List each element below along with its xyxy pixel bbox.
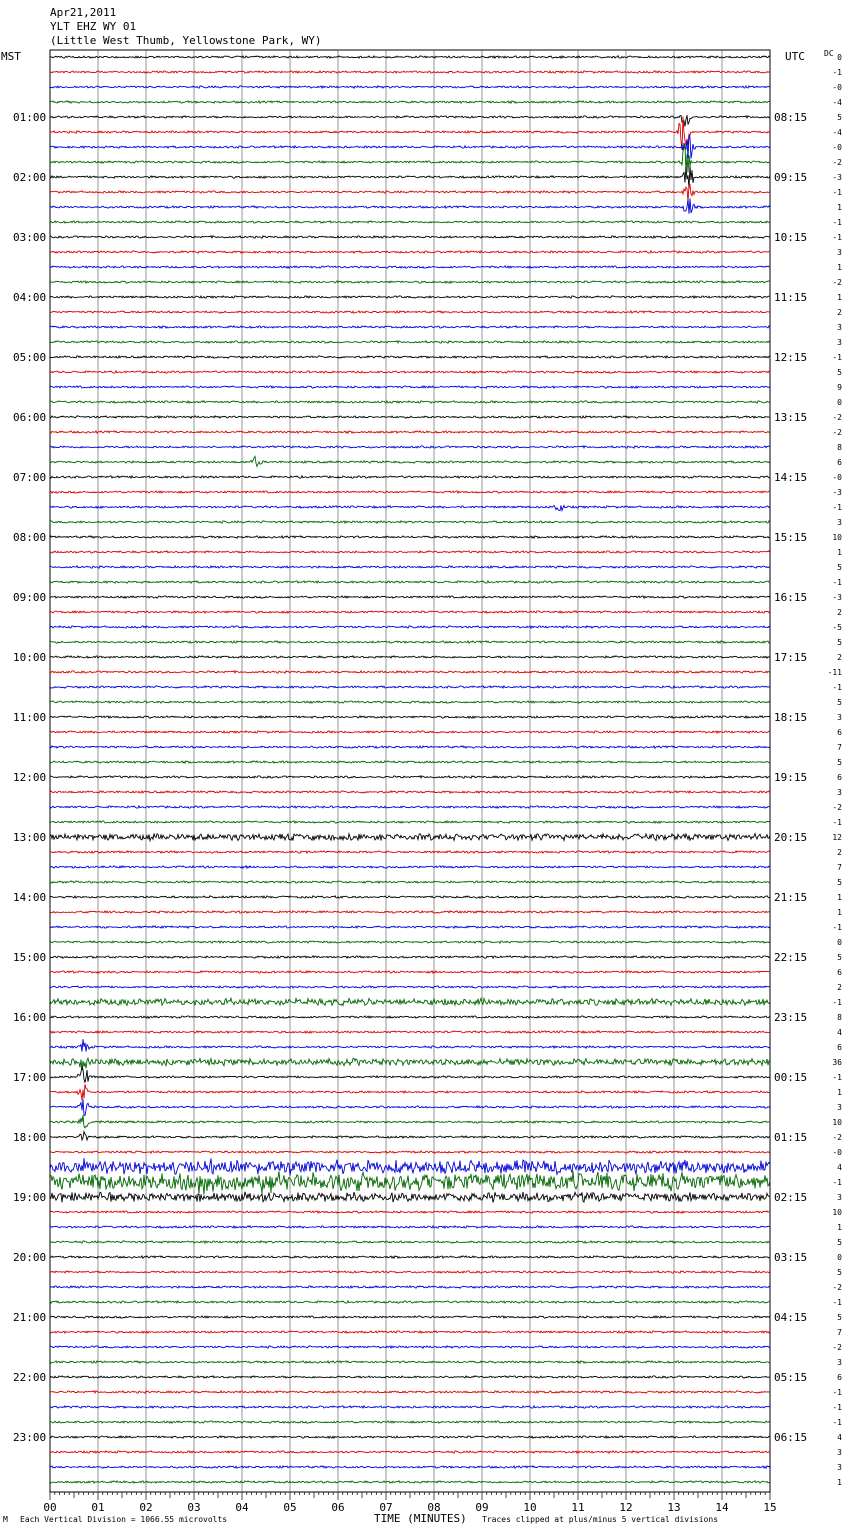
dc-offset-label: 3 [837, 1358, 842, 1367]
utc-hour-label: 22:15 [774, 951, 808, 964]
trace-line [50, 1115, 770, 1128]
trace-line [50, 1192, 770, 1203]
x-tick-label: 07 [379, 1501, 393, 1514]
dc-offset-label: 5 [837, 953, 842, 962]
dc-offset-label: 5 [837, 563, 842, 572]
trace-line [50, 101, 770, 103]
trace-line [50, 296, 770, 298]
trace-line [50, 281, 770, 283]
trace-line [50, 386, 770, 388]
trace-line [50, 1316, 770, 1318]
trace-line [50, 1376, 770, 1378]
dc-offset-label: -1 [832, 1418, 842, 1427]
dc-offset-label: 4 [837, 1028, 842, 1037]
dc-offset-label: 2 [837, 653, 842, 662]
dc-offset-label: -1 [832, 578, 842, 587]
dc-offset-label: 3 [837, 713, 842, 722]
dc-column-label: DC [824, 49, 834, 58]
dc-offset-label: 6 [837, 458, 842, 467]
trace-line [50, 896, 770, 898]
dc-offset-label: 2 [837, 848, 842, 857]
trace-line [50, 476, 770, 478]
dc-offset-label: -1 [832, 188, 842, 197]
x-tick-label: 06 [331, 1501, 345, 1514]
utc-hour-label: 12:15 [774, 351, 808, 364]
dc-offset-label: 6 [837, 1373, 842, 1382]
dc-offset-label: 0 [837, 1253, 842, 1262]
trace-line [50, 416, 770, 418]
dc-offset-label: -1 [832, 353, 842, 362]
trace-line [50, 221, 770, 223]
trace-line [50, 761, 770, 763]
dc-offset-label: -5 [832, 623, 842, 632]
trace-line [50, 1361, 770, 1363]
x-tick-label: 04 [235, 1501, 249, 1514]
trace-line [50, 251, 770, 253]
trace-line [50, 401, 770, 403]
mst-hour-label: 20:00 [13, 1251, 47, 1264]
mst-hour-label: 23:00 [13, 1431, 47, 1444]
trace-line [50, 1271, 770, 1273]
dc-offset-label: -2 [832, 413, 842, 422]
trace-line [50, 866, 770, 868]
dc-offset-label: 3 [837, 1463, 842, 1472]
dc-offset-label: 5 [837, 758, 842, 767]
mst-hour-label: 07:00 [13, 471, 47, 484]
dc-offset-label: 1 [837, 1223, 842, 1232]
trace-line [50, 671, 770, 673]
trace-line [50, 956, 770, 958]
dc-offset-label: 1 [837, 548, 842, 557]
dc-offset-label: -0 [832, 473, 842, 482]
trace-line [50, 1211, 770, 1213]
trace-line [50, 456, 770, 466]
dc-offset-label: 0 [837, 53, 842, 62]
trace-line [50, 1346, 770, 1348]
dc-offset-label: -4 [832, 128, 842, 137]
utc-hour-label: 23:15 [774, 1011, 808, 1024]
mst-hour-label: 19:00 [13, 1191, 47, 1204]
trace-line [50, 834, 770, 841]
trace-line [50, 199, 770, 214]
dc-offset-label: 4 [837, 1433, 842, 1442]
dc-offset-label: 5 [837, 113, 842, 122]
trace-line [50, 71, 770, 73]
right-timezone-label: UTC [785, 50, 805, 63]
utc-hour-label: 19:15 [774, 771, 808, 784]
mst-hour-label: 04:00 [13, 291, 47, 304]
utc-hour-label: 17:15 [774, 651, 808, 664]
trace-line [50, 1466, 770, 1468]
mst-hour-label: 15:00 [13, 951, 47, 964]
utc-hour-label: 14:15 [774, 471, 808, 484]
trace-line [50, 491, 770, 493]
dc-offset-label: 5 [837, 1268, 842, 1277]
dc-offset-label: -0 [832, 143, 842, 152]
trace-line [50, 596, 770, 598]
trace-line [50, 971, 770, 973]
trace-line [50, 806, 770, 808]
trace-line [50, 1241, 770, 1243]
footer-clip-note: Traces clipped at plus/minus 5 vertical divisions [482, 1515, 719, 1524]
dc-offset-label: 5 [837, 368, 842, 377]
dc-offset-label: 10 [832, 1208, 842, 1217]
dc-offset-label: 3 [837, 248, 842, 257]
dc-offset-label: 5 [837, 1238, 842, 1247]
trace-line [50, 86, 770, 88]
trace-line [50, 145, 770, 175]
dc-offset-label: 3 [837, 1448, 842, 1457]
dc-offset-label: 1 [837, 893, 842, 902]
dc-offset-label: -4 [832, 98, 842, 107]
mst-hour-label: 05:00 [13, 351, 47, 364]
mst-hour-label: 14:00 [13, 891, 47, 904]
trace-line [50, 1058, 770, 1070]
trace-line [50, 115, 770, 126]
dc-offset-label: -2 [832, 278, 842, 287]
x-tick-label: 12 [619, 1501, 633, 1514]
trace-line [50, 1031, 770, 1033]
x-axis-title: TIME (MINUTES) [374, 1512, 467, 1525]
utc-hour-label: 18:15 [774, 711, 808, 724]
utc-hour-label: 00:15 [774, 1071, 808, 1084]
dc-offset-label: -3 [832, 173, 842, 182]
dc-offset-label: 5 [837, 638, 842, 647]
trace-line [50, 791, 770, 793]
trace-line [50, 656, 770, 658]
header-station: YLT EHZ WY 01 [50, 20, 137, 33]
trace-line [50, 371, 770, 373]
x-tick-label: 05 [283, 1501, 297, 1514]
dc-offset-label: 1 [837, 1478, 842, 1487]
dc-offset-label: -1 [832, 818, 842, 827]
trace-line [50, 505, 770, 510]
trace-line [50, 1256, 770, 1258]
dc-offset-label: -1 [832, 998, 842, 1007]
trace-line [50, 521, 770, 523]
trace-line [50, 1481, 770, 1483]
trace-line [50, 1226, 770, 1228]
trace-line [50, 431, 770, 433]
x-tick-label: 10 [523, 1501, 537, 1514]
dc-offset-label: -1 [832, 1073, 842, 1082]
utc-hour-label: 04:15 [774, 1311, 808, 1324]
header-date: Apr21,2011 [50, 6, 117, 19]
mst-hour-label: 06:00 [13, 411, 47, 424]
utc-hour-label: 15:15 [774, 531, 808, 544]
trace-line [50, 941, 770, 943]
utc-hour-label: 02:15 [774, 1191, 808, 1204]
utc-hour-label: 11:15 [774, 291, 808, 304]
dc-offset-label: 7 [837, 863, 842, 872]
trace-line [50, 56, 770, 59]
dc-offset-label: -2 [832, 803, 842, 812]
dc-offset-label: 9 [837, 383, 842, 392]
utc-hour-label: 06:15 [774, 1431, 808, 1444]
utc-hour-label: 20:15 [774, 831, 808, 844]
trace-line [50, 881, 770, 883]
trace-line [50, 701, 770, 703]
trace-line [50, 1391, 770, 1393]
trace-line [50, 776, 770, 778]
footer-mark: M [3, 1515, 8, 1524]
trace-line [50, 986, 770, 988]
x-tick-label: 00 [43, 1501, 57, 1514]
footer-scale-note: Each Vertical Division = 1066.55 microvolts [20, 1515, 228, 1524]
utc-hour-label: 21:15 [774, 891, 808, 904]
trace-line [50, 185, 770, 202]
dc-offset-label: -3 [832, 593, 842, 602]
dc-offset-label: 3 [837, 338, 842, 347]
dc-offset-label: 1 [837, 908, 842, 917]
mst-hour-label: 16:00 [13, 1011, 47, 1024]
dc-offset-label: -1 [832, 218, 842, 227]
mst-hour-label: 08:00 [13, 531, 47, 544]
left-timezone-label: MST [1, 50, 21, 63]
trace-line [50, 1132, 770, 1140]
trace-line [50, 117, 770, 150]
dc-offset-label: -1 [832, 683, 842, 692]
dc-offset-label: 1 [837, 293, 842, 302]
dc-offset-label: 5 [837, 1313, 842, 1322]
utc-hour-label: 01:15 [774, 1131, 808, 1144]
dc-offset-label: -2 [832, 1343, 842, 1352]
utc-hour-label: 13:15 [774, 411, 808, 424]
trace-line [50, 341, 770, 343]
trace-line [50, 1421, 770, 1423]
utc-hour-label: 16:15 [774, 591, 808, 604]
x-tick-label: 13 [667, 1501, 681, 1514]
dc-offset-label: -1 [832, 1388, 842, 1397]
mst-hour-label: 17:00 [13, 1071, 47, 1084]
mst-hour-label: 18:00 [13, 1131, 47, 1144]
header-location: (Little West Thumb, Yellowstone Park, WY) [50, 34, 322, 47]
trace-line [50, 166, 770, 189]
dc-offset-label: 3 [837, 323, 842, 332]
x-tick-label: 11 [571, 1501, 585, 1514]
utc-hour-label: 08:15 [774, 111, 808, 124]
x-tick-label: 01 [91, 1501, 105, 1514]
x-tick-label: 08 [427, 1501, 441, 1514]
trace-line [50, 1171, 770, 1194]
mst-hour-label: 21:00 [13, 1311, 47, 1324]
dc-offset-label: 36 [832, 1058, 842, 1067]
dc-offset-label: 3 [837, 1193, 842, 1202]
trace-line [50, 731, 770, 733]
utc-hour-label: 03:15 [774, 1251, 808, 1264]
dc-offset-label: -1 [832, 1403, 842, 1412]
x-tick-label: 09 [475, 1501, 489, 1514]
dc-offset-label: 2 [837, 308, 842, 317]
dc-offset-label: -2 [832, 158, 842, 167]
utc-hour-label: 10:15 [774, 231, 808, 244]
dc-offset-label: 8 [837, 1013, 842, 1022]
dc-offset-label: 0 [837, 398, 842, 407]
mst-hour-label: 10:00 [13, 651, 47, 664]
dc-offset-label: 5 [837, 698, 842, 707]
trace-line [50, 1331, 770, 1333]
utc-hour-label: 09:15 [774, 171, 808, 184]
trace-line [50, 1406, 770, 1408]
trace-line [50, 581, 770, 583]
dc-offset-label: 1 [837, 203, 842, 212]
mst-hour-label: 09:00 [13, 591, 47, 604]
dc-offset-label: 3 [837, 518, 842, 527]
dc-offset-label: 7 [837, 743, 842, 752]
dc-offset-label: -1 [832, 68, 842, 77]
trace-line [50, 686, 770, 688]
trace-line [50, 1158, 770, 1175]
dc-offset-label: 10 [832, 533, 842, 542]
trace-line [50, 716, 770, 718]
trace-line [50, 911, 770, 913]
trace-line [50, 926, 770, 928]
trace-line [50, 356, 770, 358]
dc-offset-label: 7 [837, 1328, 842, 1337]
trace-line [50, 1301, 770, 1303]
x-tick-label: 15 [763, 1501, 777, 1514]
trace-line [50, 1066, 770, 1082]
x-tick-label: 03 [187, 1501, 201, 1514]
dc-offset-label: -1 [832, 1298, 842, 1307]
mst-hour-label: 11:00 [13, 711, 47, 724]
dc-offset-label: -2 [832, 1283, 842, 1292]
dc-offset-label: 1 [837, 263, 842, 272]
trace-line [50, 311, 770, 313]
dc-offset-label: -0 [832, 1148, 842, 1157]
dc-offset-label: 1 [837, 1088, 842, 1097]
dc-offset-label: 4 [837, 1163, 842, 1172]
dc-offset-label: -11 [827, 668, 842, 677]
trace-line [50, 1084, 770, 1100]
mst-hour-label: 13:00 [13, 831, 47, 844]
trace-line [50, 851, 770, 853]
trace-line [50, 536, 770, 538]
trace-line [50, 551, 770, 553]
dc-offset-label: -1 [832, 503, 842, 512]
dc-offset-label: -2 [832, 428, 842, 437]
dc-offset-label: 3 [837, 788, 842, 797]
trace-line [50, 998, 770, 1005]
utc-hour-label: 05:15 [774, 1371, 808, 1384]
dc-offset-label: 3 [837, 1103, 842, 1112]
x-tick-label: 02 [139, 1501, 153, 1514]
dc-offset-label: 8 [837, 443, 842, 452]
dc-offset-label: 12 [832, 833, 842, 842]
dc-offset-label: 2 [837, 608, 842, 617]
trace-line [50, 1039, 770, 1051]
trace-line [50, 1099, 770, 1115]
dc-offset-label: 10 [832, 1118, 842, 1127]
trace-line [50, 626, 770, 628]
trace-line [50, 746, 770, 748]
dc-offset-label: 6 [837, 1043, 842, 1052]
trace-line [50, 1451, 770, 1453]
trace-line [50, 821, 770, 823]
mst-hour-label: 01:00 [13, 111, 47, 124]
dc-offset-label: 6 [837, 773, 842, 782]
trace-line [50, 611, 770, 613]
dc-offset-label: -2 [832, 1133, 842, 1142]
trace-line [50, 135, 770, 159]
trace-line [50, 236, 770, 238]
mst-hour-label: 03:00 [13, 231, 47, 244]
trace-line [50, 566, 770, 568]
trace-line [50, 1016, 770, 1018]
trace-line [50, 1151, 770, 1153]
dc-offset-label: -1 [832, 923, 842, 932]
x-tick-label: 14 [715, 1501, 729, 1514]
mst-hour-label: 22:00 [13, 1371, 47, 1384]
dc-offset-label: 5 [837, 878, 842, 887]
trace-line [50, 266, 770, 268]
dc-offset-label: 0 [837, 938, 842, 947]
dc-offset-label: -3 [832, 488, 842, 497]
mst-hour-label: 12:00 [13, 771, 47, 784]
mst-hour-label: 02:00 [13, 171, 47, 184]
dc-offset-label: -0 [832, 83, 842, 92]
trace-line [50, 326, 770, 328]
trace-line [50, 641, 770, 643]
dc-offset-label: -1 [832, 233, 842, 242]
trace-line [50, 1286, 770, 1288]
trace-line [50, 1436, 770, 1438]
dc-offset-label: 6 [837, 728, 842, 737]
dc-offset-label: 6 [837, 968, 842, 977]
dc-offset-label: 2 [837, 983, 842, 992]
dc-offset-label: -1 [832, 1178, 842, 1187]
trace-line [50, 446, 770, 448]
